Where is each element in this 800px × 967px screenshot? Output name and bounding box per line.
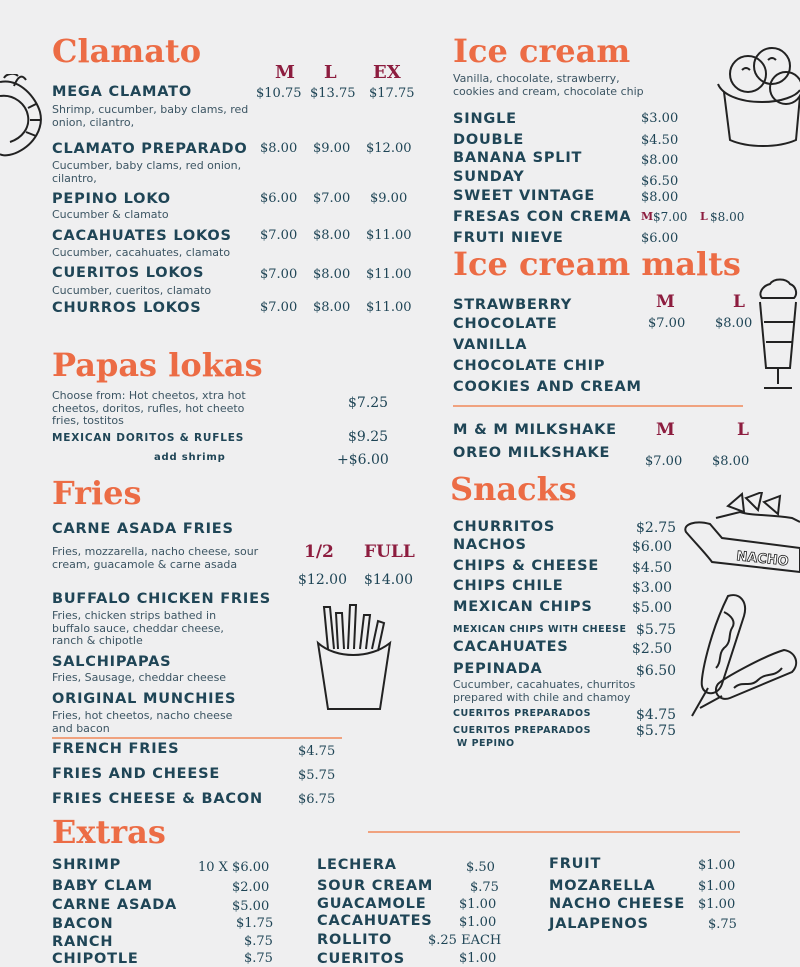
- ice-cream-tub-icon: [712, 40, 800, 148]
- price: $5.75: [636, 622, 677, 638]
- menu-item: CHIPOTLE: [52, 951, 139, 967]
- fries-box-icon: [316, 603, 392, 713]
- papas-doritos: MEXICAN DORITOS & RUFLES: [52, 432, 245, 444]
- menu-item: COOKIES AND CREAM: [453, 379, 642, 395]
- menu-item: FRENCH FRIES: [52, 741, 180, 757]
- menu-item: SWEET VINTAGE: [453, 188, 596, 204]
- menu-item-desc: Cucumber, cueritos, clamato: [52, 284, 212, 297]
- price: $5.00: [232, 899, 270, 914]
- icecream-flavors: Vanilla, chocolate, strawberry, cookies and cream, chocolate chip: [453, 72, 644, 98]
- menu-item-desc: Fries, Sausage, cheddar cheese: [52, 671, 227, 684]
- price: +$6.00: [337, 452, 389, 468]
- menu-item: CUERITOS PREPARADOS: [453, 708, 591, 719]
- price: $.75: [244, 934, 273, 949]
- menu-item: DOUBLE: [453, 132, 525, 148]
- menu-item: CHURRITOS: [453, 519, 556, 535]
- menu-item: MEGA CLAMATO: [52, 84, 192, 100]
- price: $7.25: [348, 395, 389, 411]
- price: $1.00: [459, 915, 497, 930]
- menu-item: PEPINADA: [453, 661, 543, 677]
- menu-item: CUERITOS PREPARADOS W PEPINO: [453, 725, 591, 749]
- menu-item: SINGLE: [453, 111, 517, 127]
- price: $1.00: [459, 951, 497, 966]
- price: $7.00: [260, 267, 298, 282]
- price: $8.00: [641, 190, 679, 205]
- menu-item: CARNE ASADA: [52, 897, 178, 913]
- menu-item: CUERITOS: [317, 951, 405, 967]
- price: $6.00: [260, 191, 298, 206]
- price: $8.00: [715, 316, 753, 331]
- price: $6.00: [641, 231, 679, 246]
- menu-item-desc: Cucumber, cacahuates, clamato: [52, 246, 231, 259]
- menu-item: BUFFALO CHICKEN FRIES: [52, 591, 272, 607]
- price: $2.75: [636, 520, 677, 536]
- menu-item: FRUIT: [549, 856, 602, 872]
- menu-item: FRIES AND CHEESE: [52, 766, 221, 782]
- price: $4.50: [641, 133, 679, 148]
- menu-item: FRESAS CON CREMA: [453, 209, 632, 225]
- malts-title: Ice cream malts: [453, 245, 741, 283]
- price: $12.00: [298, 572, 347, 588]
- price: $1.00: [698, 879, 736, 894]
- fries-half-label: 1/2: [304, 542, 334, 562]
- price: $11.00: [366, 300, 412, 315]
- price: $7.00: [260, 300, 298, 315]
- menu-item: CACAHUATES LOKOS: [52, 228, 232, 244]
- menu-item: JALAPENOS: [549, 916, 649, 932]
- price: $8.00: [313, 228, 351, 243]
- menu-item-desc: Fries, hot cheetos, nacho cheese and bacon: [52, 709, 233, 735]
- price: $8.00: [712, 454, 750, 469]
- price: $.75: [708, 917, 737, 932]
- pepinada-desc: Cucumber, cacahuates, churritos prepared with chile and chamoy: [453, 678, 636, 704]
- menu-item: SUNDAY: [453, 169, 525, 185]
- price: $5.75: [298, 768, 336, 783]
- clamato-size-l: L: [324, 62, 337, 83]
- menu-item: BABY CLAM: [52, 878, 153, 894]
- price: $12.00: [366, 141, 412, 156]
- menu-item-desc: Fries, mozzarella, nacho cheese, sour cream, guacamole & carne asada: [52, 545, 259, 571]
- menu-item: RANCH: [52, 934, 114, 950]
- menu-item: LECHERA: [317, 857, 397, 873]
- price: $1.00: [459, 897, 497, 912]
- menu-item: VANILLA: [453, 337, 528, 353]
- price: $6.50: [641, 174, 679, 189]
- menu-item: STRAWBERRY: [453, 297, 573, 313]
- menu-item: ROLLITO: [317, 932, 393, 948]
- price: $2.00: [232, 880, 270, 895]
- malts-l-label: L: [733, 292, 745, 312]
- papas-title: Papas lokas: [52, 346, 263, 384]
- price: $.50: [466, 860, 495, 875]
- menu-item: MEXICAN CHIPS WITH CHEESE: [453, 624, 627, 635]
- menu-item: CHIPS CHILE: [453, 578, 564, 594]
- price: $6.50: [636, 663, 677, 679]
- price: $2.50: [632, 641, 673, 657]
- price: $.75: [470, 880, 499, 895]
- shake-m-label: M: [656, 420, 675, 440]
- divider: [453, 405, 743, 407]
- fries-title: Fries: [52, 474, 142, 512]
- menu-item: BACON: [52, 916, 114, 932]
- price: $3.00: [632, 580, 673, 596]
- menu-item: NACHO CHEESE: [549, 896, 686, 912]
- price: $5.00: [632, 600, 673, 616]
- menu-item: NACHOS: [453, 537, 527, 553]
- shake-l-label: L: [737, 420, 749, 440]
- menu-item: FRUTI NIEVE: [453, 230, 564, 246]
- price: $3.00: [641, 111, 679, 126]
- price: $7.00: [260, 228, 298, 243]
- menu-item: CHOCOLATE: [453, 316, 558, 332]
- price: $10.75: [256, 86, 302, 101]
- price: $9.00: [313, 141, 351, 156]
- menu-item: GUACAMOLE: [317, 896, 427, 912]
- menu-item: MEXICAN CHIPS: [453, 599, 593, 615]
- menu-item: SHRIMP: [52, 857, 121, 873]
- icecream-title: Ice cream: [453, 32, 631, 70]
- menu-item-desc: Shrimp, cucumber, baby clams, red onion, cilantro,: [52, 103, 249, 129]
- corn-dog-icon: [684, 592, 800, 720]
- price: $4.75: [298, 744, 336, 759]
- menu-item: M & M MILKSHAKE: [453, 422, 617, 438]
- papas-add: add shrimp: [154, 452, 226, 463]
- clamato-title: Clamato: [52, 32, 202, 70]
- fresas-l-label: L: [700, 210, 708, 223]
- price: $.75: [244, 951, 273, 966]
- menu-item: MOZARELLA: [549, 878, 656, 894]
- menu-item: CACAHUATES: [453, 639, 569, 655]
- price: $8.00: [260, 141, 298, 156]
- price: $9.00: [370, 191, 408, 206]
- menu-item: CHOCOLATE CHIP: [453, 358, 606, 374]
- price: $4.75: [636, 707, 677, 723]
- price: $.25 EACH: [428, 933, 502, 948]
- nacho-label: NACHO: [735, 549, 790, 570]
- clamato-size-ex: EX: [373, 62, 401, 83]
- divider: [52, 737, 342, 739]
- divider: [368, 831, 740, 833]
- price: $6.75: [298, 792, 336, 807]
- menu-item-desc: Cucumber & clamato: [52, 208, 169, 221]
- price: $5.75: [636, 723, 677, 739]
- price: $1.75: [236, 916, 274, 931]
- price: $6.00: [632, 539, 673, 555]
- menu-item: ORIGINAL MUNCHIES: [52, 691, 237, 707]
- price: $14.00: [364, 572, 413, 588]
- price: $7.00: [645, 454, 683, 469]
- menu-item: SOUR CREAM: [317, 878, 434, 894]
- snacks-title: Snacks: [450, 470, 577, 508]
- menu-item: SALCHIPAPAS: [52, 654, 172, 670]
- nacho-tray-icon: [682, 492, 800, 574]
- fries-full-label: FULL: [364, 542, 415, 562]
- menu-item: CHIPS & CHEESE: [453, 558, 600, 574]
- price: $11.00: [366, 228, 412, 243]
- menu-item: CACAHUATES: [317, 913, 433, 929]
- malts-m-label: M: [656, 292, 675, 312]
- price: $17.75: [369, 86, 415, 101]
- menu-item: CARNE ASADA FRIES: [52, 521, 234, 537]
- price: $8.00: [313, 300, 351, 315]
- price: $7.00: [653, 210, 688, 224]
- menu-item: CHURROS LOKOS: [52, 300, 202, 316]
- menu-item-desc: Cucumber, baby clams, red onion, cilantro,: [52, 159, 242, 185]
- price: $13.75: [310, 86, 356, 101]
- menu-item: BANANA SPLIT: [453, 150, 583, 166]
- price: $8.00: [641, 153, 679, 168]
- price: 10 X $6.00: [198, 860, 270, 875]
- fresas-m-label: M: [641, 210, 654, 223]
- price: $8.00: [710, 210, 745, 224]
- milkshake-icon: [756, 278, 800, 396]
- price: $4.50: [632, 560, 673, 576]
- price: $1.00: [698, 897, 736, 912]
- price: $9.25: [348, 429, 389, 445]
- price: $11.00: [366, 267, 412, 282]
- papas-choose: Choose from: Hot cheetos, xtra hot cheetos, doritos, rufles, hot cheeto fries, tostitos: [52, 389, 246, 427]
- price: $8.00: [313, 267, 351, 282]
- extras-title: Extras: [52, 813, 166, 851]
- menu-item: PEPINO LOKO: [52, 191, 171, 207]
- menu-item: CLAMATO PREPARADO: [52, 141, 248, 157]
- clamato-size-m: M: [275, 62, 295, 83]
- menu-item-desc: Fries, chicken strips bathed in buffalo sauce, cheddar cheese, ranch & chipotle: [52, 609, 224, 647]
- price: $1.00: [698, 858, 736, 873]
- menu-item: FRIES CHEESE & BACON: [52, 791, 263, 807]
- shrimp-icon: [0, 74, 52, 160]
- price: $7.00: [648, 316, 686, 331]
- menu-item: OREO MILKSHAKE: [453, 445, 611, 461]
- menu-item: CUERITOS LOKOS: [52, 265, 205, 281]
- price: $7.00: [313, 191, 351, 206]
